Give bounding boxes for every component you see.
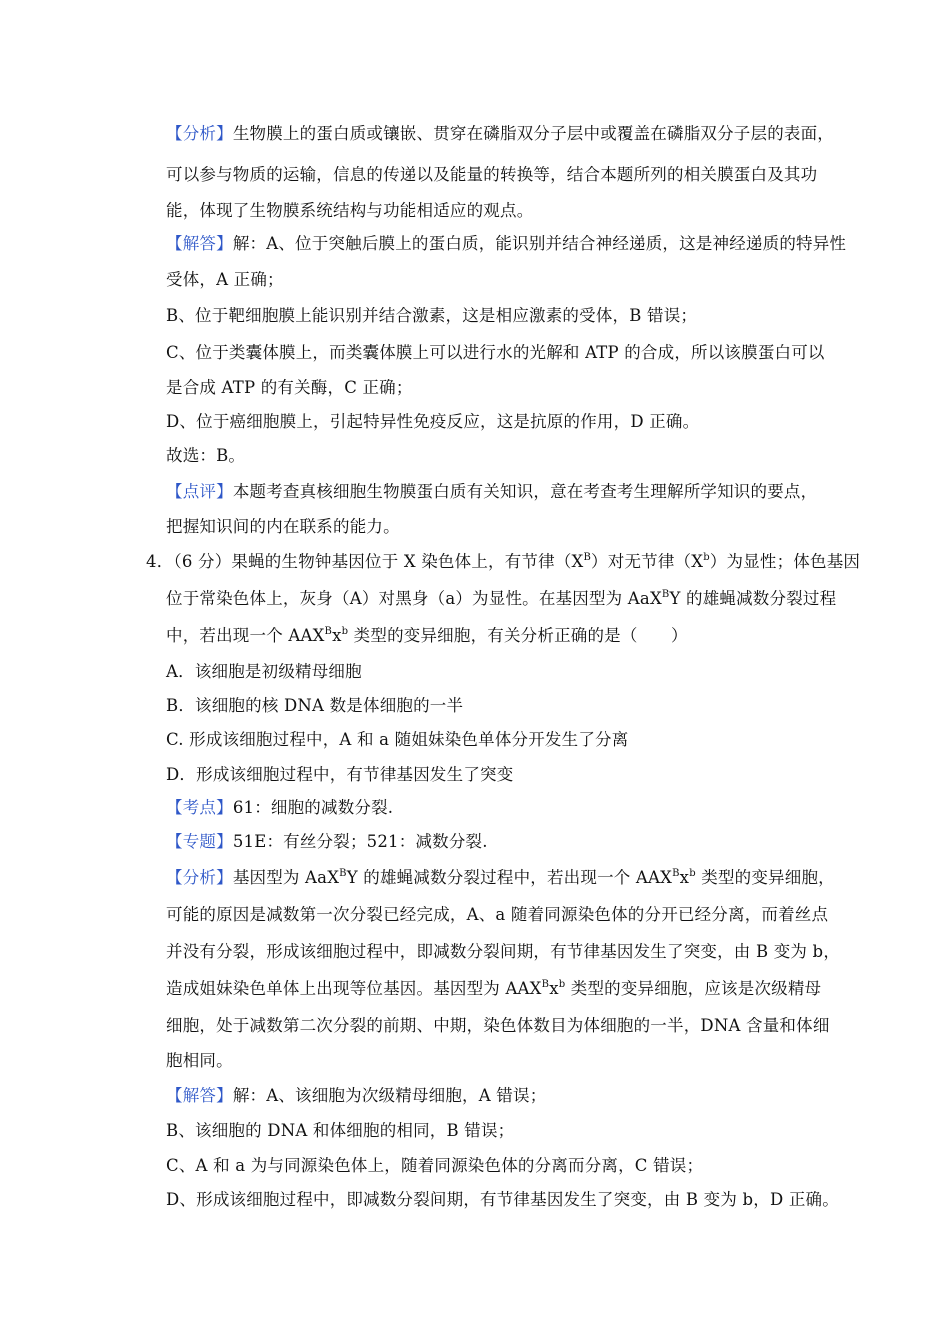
q3-analysis-line-3: 能，体现了生物膜系统结构与功能相适应的观点。: [166, 201, 534, 220]
q3-comment-line-2: 把握知识间的内在联系的能力。: [166, 517, 400, 536]
analysis-tag: 分析: [182, 868, 217, 887]
q4-analysis-line-6: 胞相同。: [166, 1051, 233, 1070]
q4-answer-line-2: B、该细胞的 DNA 和体细胞的相同，B 错误；: [166, 1121, 515, 1140]
q3-answer-line-2: 受体，A 正确；: [166, 270, 284, 289]
q3-answer-line-7: 故选：B。: [166, 446, 246, 465]
q4-analysis-line-1: 【分析】基因型为 AaX$^B$Y 的雄蝇减数分裂过程中，若出现一个 $AAX^Bx^b$ 类型的变异细胞，: [166, 868, 835, 887]
answer-tag: 解答: [182, 234, 217, 253]
answer-tag: 解答: [182, 1086, 217, 1105]
question-number: 4．: [146, 552, 174, 571]
q4-zhuanti: 【专题】51E：有丝分裂；521：减数分裂.: [166, 832, 488, 851]
kaodian-tag: 考点: [182, 798, 217, 817]
q3-answer-line-6: D、位于癌细胞膜上，引起特异性免疫反应，这是抗原的作用，D 正确。: [166, 412, 700, 431]
q4-option-b: B．该细胞的核 DNA 数是体细胞的一半: [166, 696, 464, 715]
comment-tag: 点评: [182, 482, 217, 501]
q3-answer-line-5: 是合成 ATP 的有关酶，C 正确；: [166, 378, 413, 397]
q4-stem-line-3: 中，若出现一个 $AAX^Bx^b$ 类型的变异细胞，有关分析正确的是（ ）: [166, 626, 688, 645]
q4-kaodian: 【考点】61：细胞的减数分裂.: [166, 798, 394, 817]
q4-answer-line-1: 【解答】解：A、该细胞为次级精母细胞，A 错误；: [166, 1086, 547, 1105]
q4-option-c: C. 形成该细胞过程中，A 和 a 随姐妹染色单体分开发生了分离: [166, 730, 629, 749]
q4-option-a: A．该细胞是初级精母细胞: [166, 662, 362, 681]
q4-analysis-line-5: 细胞，处于减数第二次分裂的前期、中期，染色体数目为体细胞的一半，DNA 含量和体细: [166, 1016, 830, 1035]
q4-analysis-line-2: 可能的原因是减数第一次分裂已经完成，A、a 随着同源染色体的分开已经分离，而着丝点: [166, 905, 829, 924]
q4-answer-line-3: C、A 和 a 为与同源染色体上，随着同源染色体的分离而分离，C 错误；: [166, 1156, 704, 1175]
q4-stem-line-1: 4．（6 分）果蝇的生物钟基因位于 X 染色体上，有节律$(X^B)$对无节律$(X^b)$为显性；体色基因: [146, 552, 861, 571]
q3-analysis-line-2: 可以参与物质的运输，信息的传递以及能量的转换等，结合本题所列的相关膜蛋白及其功: [166, 165, 818, 184]
analysis-tag: 分析: [182, 124, 217, 143]
q3-answer-line-4: C、位于类囊体膜上，而类囊体膜上可以进行水的光解和 ATP 的合成，所以该膜蛋白可以: [166, 343, 825, 362]
q4-option-d: D．形成该细胞过程中，有节律基因发生了突变: [166, 765, 514, 784]
q4-analysis-line-3: 并没有分裂，形成该细胞过程中，即减数分裂间期，有节律基因发生了突变，由 B 变为 b，: [166, 942, 841, 961]
q4-stem-line-2: 位于常染色体上，灰身（A）对黑身（a）为显性。在基因型为 AaX$^B$Y 的雄蝇减数分裂过程: [166, 589, 837, 608]
q4-analysis-line-4: 造成姐妹染色单体上出现等位基因。基因型为 $AAX^Bx^b$ 类型的变异细胞，应该是次级精母: [166, 979, 822, 998]
q3-comment-line-1: 【点评】本题考查真核细胞生物膜蛋白质有关知识，意在考查考生理解所学知识的要点，: [166, 482, 818, 501]
q3-answer-line-1: 【解答】解：A、位于突触后膜上的蛋白质，能识别并结合神经递质，这是神经递质的特异性: [166, 234, 847, 253]
q4-answer-line-4: D、形成该细胞过程中，即减数分裂间期，有节律基因发生了突变，由 B 变为 b，D 正确。: [166, 1190, 839, 1209]
zhuanti-tag: 专题: [182, 832, 217, 851]
q3-analysis-line-1: 【分析】生物膜上的蛋白质或镶嵌、贯穿在磷脂双分子层中或覆盖在磷脂双分子层的表面，: [166, 124, 835, 143]
q3-answer-line-3: B、位于靶细胞膜上能识别并结合激素，这是相应激素的受体，B 错误；: [166, 306, 698, 325]
